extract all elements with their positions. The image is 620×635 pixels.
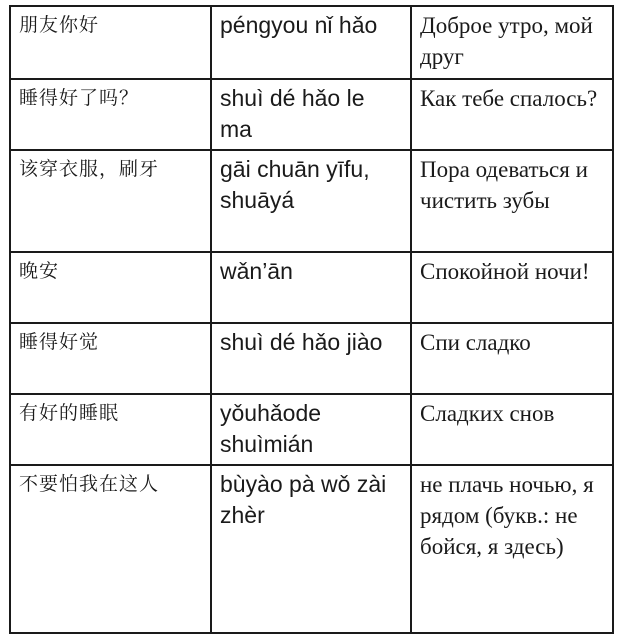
russian-translation: Сладких снов <box>411 394 613 465</box>
chinese-phrase: 睡得好觉 <box>10 323 211 394</box>
table-row <box>10 465 613 633</box>
pinyin-transcription: wǎn’ān <box>211 252 411 323</box>
chinese-phrase: 睡得好了吗？ <box>10 79 211 150</box>
pinyin-transcription: péngyou nǐ hǎo <box>211 6 411 79</box>
russian-translation: Пора одеваться и чистить зубы <box>411 150 613 252</box>
pinyin-transcription: yǒuhǎode shuìmián <box>211 394 411 465</box>
russian-translation: Доброе утро, мой друг <box>411 6 613 79</box>
chinese-phrase: 有好的睡眠 <box>10 394 211 465</box>
phrase-table <box>9 5 614 634</box>
pinyin-transcription: gāi chuān yīfu, shuāyá <box>211 150 411 252</box>
chinese-phrase: 晚安 <box>10 252 211 323</box>
table-row <box>10 323 613 394</box>
table-row <box>10 252 613 323</box>
chinese-phrase: 该穿衣服，刷牙 <box>10 150 211 252</box>
pinyin-transcription: shuì dé hǎo le ma <box>211 79 411 150</box>
russian-translation: Как тебе спалось? <box>411 79 613 150</box>
table-row <box>10 150 613 252</box>
pinyin-transcription: bùyào pà wǒ zài zhèr <box>211 465 411 633</box>
russian-translation: Спокойной ночи! <box>411 252 613 323</box>
chinese-phrase: 不要怕我在这人 <box>10 465 211 633</box>
pinyin-transcription: shuì dé hǎo jiào <box>211 323 411 394</box>
russian-translation: не плачь ночью, я рядом (букв.: не бойся, я здесь) <box>411 465 613 633</box>
chinese-phrase: 朋友你好 <box>10 6 211 79</box>
table-row <box>10 394 613 465</box>
table-row <box>10 6 613 79</box>
table-row <box>10 79 613 150</box>
russian-translation: Спи сладко <box>411 323 613 394</box>
